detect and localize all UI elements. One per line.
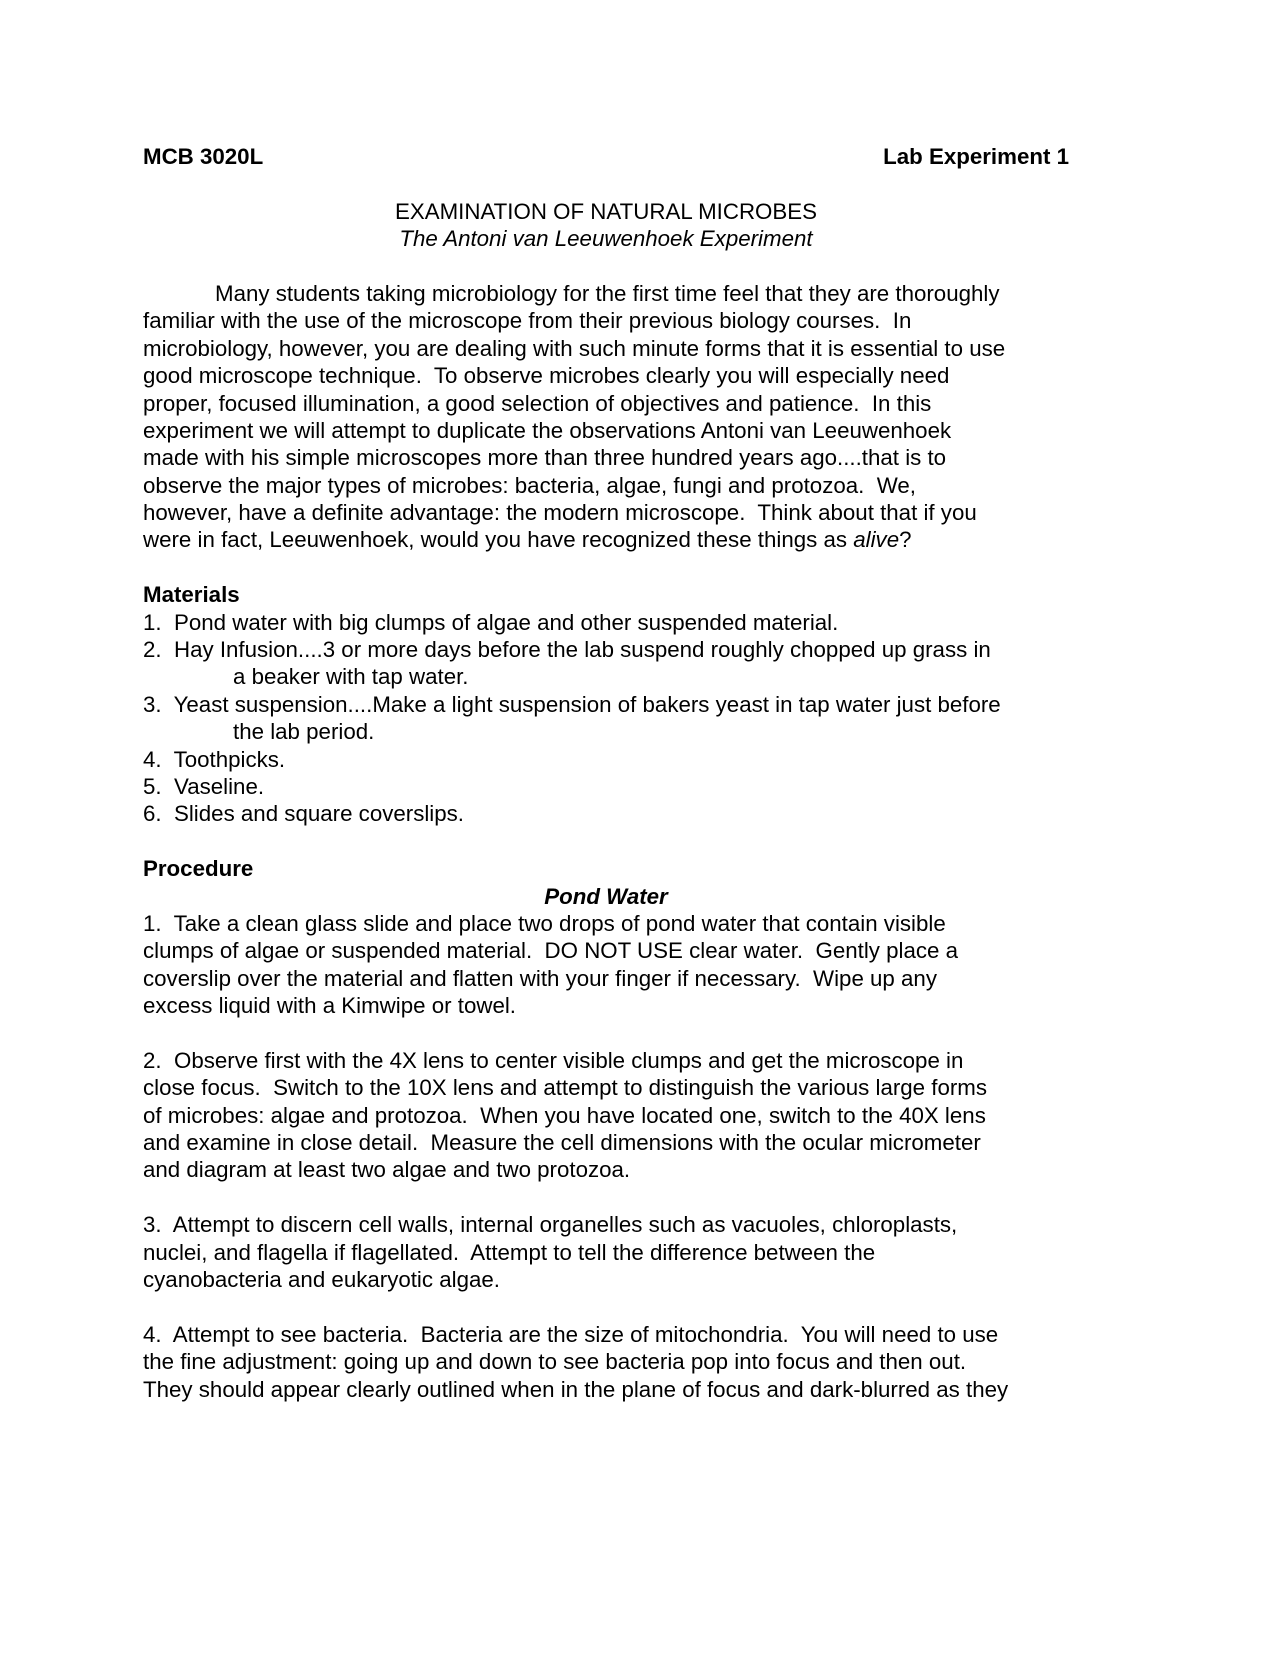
step-line: and diagram at least two algae and two protozoa.: [143, 1157, 631, 1183]
step-line: the fine adjustment: going up and down to see bacteria pop into focus and then out.: [143, 1349, 967, 1375]
step-line: close focus. Switch to the 10X lens and attempt to distinguish the various large forms: [143, 1075, 988, 1101]
step-line: nuclei, and flagella if flagellated. Attempt to tell the difference between the: [143, 1239, 876, 1265]
step-line: They should appear clearly outlined when in the plane of focus and dark-blurred as they: [143, 1376, 1009, 1402]
step-line: 1. Take a clean glass slide and place two drops of pond water that contain visible: [143, 910, 946, 936]
text-run: ?: [899, 527, 912, 553]
intro-paragraph: [143, 280, 1069, 554]
lab-number: Lab Experiment 1: [883, 144, 1069, 169]
procedure-step: [143, 1047, 1069, 1184]
step-line: clumps of algae or suspended material. DO NOT USE clear water. Gently place a: [143, 938, 959, 964]
paragraph-line: [143, 526, 1069, 553]
step-line: and examine in close detail. Measure the cell dimensions with the ocular micrometer: [143, 1130, 981, 1156]
step-line: coverslip over the material and flatten with your finger if necessary. Wipe up any: [143, 965, 937, 991]
paragraph-line: Many students taking microbiology for the first time feel that they are thoroughly: [215, 280, 1000, 306]
list-item: 6. Slides and square coverslips.: [143, 801, 464, 827]
text-run: were in fact, Leeuwenhoek, would you have recognized these things as: [143, 527, 854, 553]
procedure-subheading: Pond Water: [544, 883, 668, 909]
list-item: 2. Hay Infusion....3 or more days before the lab suspend roughly chopped up grass in: [143, 637, 991, 663]
paragraph-line: made with his simple microscopes more than three hundred years ago....that is to: [143, 445, 947, 471]
list-item: 1. Pond water with big clumps of algae and other suspended material.: [143, 609, 839, 635]
procedure-heading: Procedure: [143, 856, 254, 882]
step-line: of microbes: algae and protozoa. When you have located one, switch to the 40X lens: [143, 1102, 986, 1128]
materials-heading: Materials: [143, 582, 240, 608]
paragraph-line: however, have a definite advantage: the modern microscope. Think about that if you: [143, 500, 977, 526]
paragraph-line: observe the major types of microbes: bacteria, algae, fungi and protozoa. We,: [143, 472, 916, 498]
step-line: 2. Observe first with the 4X lens to center visible clumps and get the microscope in: [143, 1047, 964, 1073]
list-item: 5. Vaseline.: [143, 773, 265, 799]
list-item: 3. Yeast suspension....Make a light suspension of bakers yeast in tap water just before: [143, 691, 1001, 717]
step-line: 4. Attempt to see bacteria. Bacteria are the size of mitochondria. You will need to use: [143, 1321, 999, 1347]
procedure-step: [143, 1211, 1069, 1293]
paragraph-line: familiar with the use of the microscope from their previous biology courses. In: [143, 308, 912, 334]
page-header: [143, 143, 1069, 170]
paragraph-line: microbiology, however, you are dealing with such minute forms that it is essential to use: [143, 335, 1006, 361]
paragraph-line: good microscope technique. To observe microbes clearly you will especially need: [143, 363, 950, 389]
step-line: 3. Attempt to discern cell walls, internal organelles such as vacuoles, chloroplasts,: [143, 1212, 958, 1238]
paragraph-line: proper, focused illumination, a good selection of objectives and patience. In this: [143, 390, 932, 416]
course-code: MCB 3020L: [143, 144, 264, 169]
paragraph-line: experiment we will attempt to duplicate the observations Antoni van Leeuwenhoek: [143, 417, 952, 443]
procedure-step: [143, 910, 1069, 1020]
document-subtitle: The Antoni van Leeuwenhoek Experiment: [399, 226, 813, 252]
materials-list: [143, 609, 1069, 828]
emphasis-alive: alive: [853, 527, 900, 553]
document-title: EXAMINATION OF NATURAL MICROBES: [394, 198, 818, 224]
list-item-continuation: the lab period.: [233, 719, 375, 745]
procedure-step: [143, 1321, 1069, 1403]
document-page: [143, 143, 1069, 1403]
list-item: 4. Toothpicks.: [143, 746, 286, 772]
list-item-continuation: a beaker with tap water.: [233, 664, 469, 690]
step-line: cyanobacteria and eukaryotic algae.: [143, 1267, 500, 1293]
step-line: excess liquid with a Kimwipe or towel.: [143, 993, 517, 1019]
